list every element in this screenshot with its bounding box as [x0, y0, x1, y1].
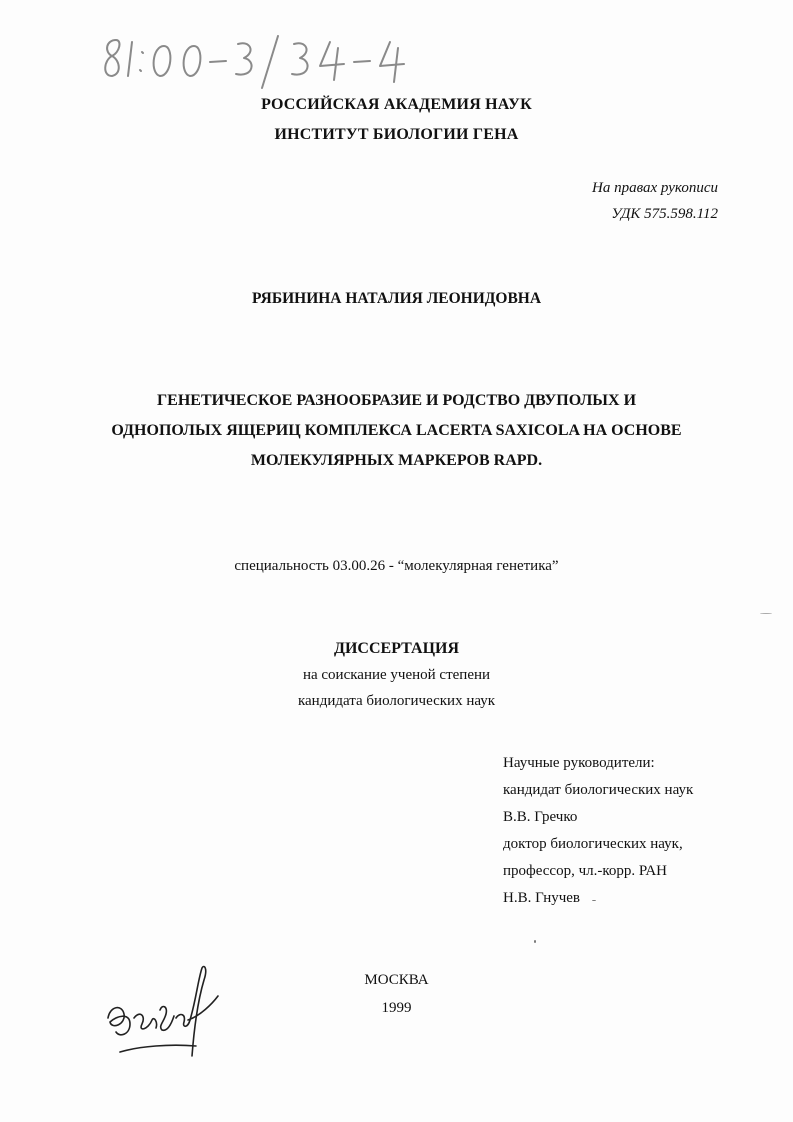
year: 1999: [381, 1000, 412, 1016]
degree-line-2: кандидата биологических наук: [297, 693, 496, 709]
advisor-1-name: В.В. Гречко: [503, 809, 578, 825]
degree-line-1: на соискание ученой степени: [302, 667, 491, 683]
udk-code: УДК 575.598.112: [611, 206, 718, 222]
title-line-1: ГЕНЕТИЧЕСКОЕ РАЗНООБРАЗИЕ И РОДСТВО ДВУПОЛЫХ И: [156, 392, 637, 409]
advisor-2-degree: доктор биологических наук,: [503, 836, 683, 852]
author-name: РЯБИНИНА НАТАЛИЯ ЛЕОНИДОВНА: [251, 290, 542, 307]
dissertation-title: [0, 386, 793, 476]
advisors-heading: Научные руководители:: [503, 755, 655, 771]
institute-name: ИНСТИТУТ БИОЛОГИИ ГЕНА: [274, 126, 519, 143]
handwritten-catalog-code: [98, 30, 428, 92]
title-line-2: ОДНОПОЛЫХ ЯЩЕРИЦ КОМПЛЕКСА LACERTA SAXICOLA НА ОСНОВЕ: [111, 422, 682, 439]
manuscript-rights: На правах рукописи: [592, 180, 718, 196]
advisors-block: [503, 750, 693, 912]
degree-block: [0, 662, 793, 714]
specialty: специальность 03.00.26 - “молекулярная генетика”: [234, 558, 559, 574]
city: МОСКВА: [364, 972, 429, 988]
scan-speck: [592, 900, 596, 901]
advisor-1-degree: кандидат биологических наук: [503, 782, 694, 798]
scan-speck: [760, 613, 772, 614]
academy-name: РОССИЙСКАЯ АКАДЕМИЯ НАУК: [261, 96, 532, 113]
advisor-2-title: профессор, чл.-корр. РАН: [503, 863, 667, 879]
title-line-3: МОЛЕКУЛЯРНЫХ МАРКЕРОВ RAPD.: [250, 452, 543, 469]
scan-speck: [534, 940, 536, 943]
dissertation-heading: ДИССЕРТАЦИЯ: [333, 640, 460, 657]
advisor-2-name: Н.В. Гнучев: [503, 890, 580, 906]
